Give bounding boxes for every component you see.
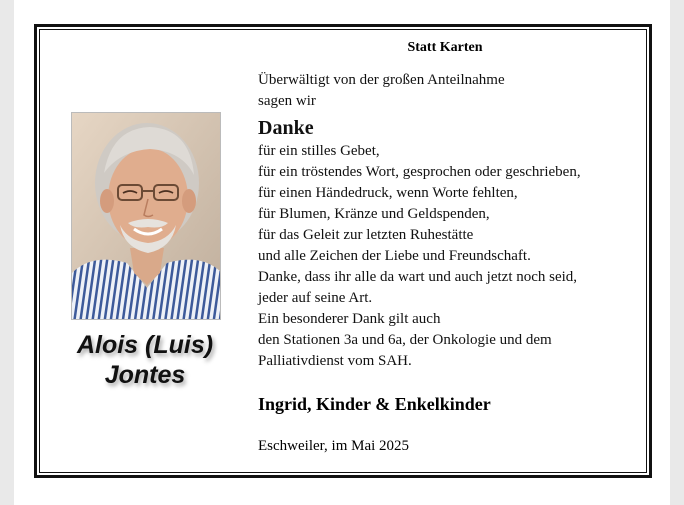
thanks-line: und alle Zeichen der Liebe und Freundschaft. — [258, 248, 531, 264]
place-and-date: Eschweiler, im Mai 2025 — [258, 438, 410, 454]
intro-line-1: Überwältigt von der großen Anteilnahme — [258, 72, 505, 88]
thanks-line: den Stationen 3a und 6a, der Onkologie und dem — [258, 332, 552, 348]
thanks-line: für einen Händedruck, wenn Worte fehlten, — [258, 185, 518, 201]
thanks-line: Danke, dass ihr alle da wart und auch jetzt noch seid, — [258, 269, 578, 285]
header-statt-karten: Statt Karten — [407, 40, 483, 55]
thanks-line: Palliativdienst vom SAH. — [258, 353, 412, 369]
thanks-line: für ein tröstendes Wort, gesprochen oder geschrieben, — [258, 164, 581, 180]
intro-line-2: sagen wir — [258, 93, 316, 109]
thanks-line: jeder auf seine Art. — [258, 290, 373, 306]
signers: Ingrid, Kinder & Enkelkinder — [258, 394, 491, 414]
thanks-line: für Blumen, Kränze und Geldspenden, — [258, 206, 490, 222]
deceased-name — [60, 330, 230, 390]
thanks-line: für ein stilles Gebet, — [258, 143, 380, 159]
deceased-name-line2: Jontes — [104, 361, 186, 389]
danke-heading: Danke — [258, 117, 314, 139]
thanks-line: Ein besonderer Dank gilt auch — [258, 311, 441, 327]
thanks-text — [258, 70, 648, 372]
portrait-illustration — [72, 113, 221, 320]
portrait-photo — [71, 112, 221, 320]
deceased-name-line1: Alois (Luis) — [76, 331, 214, 359]
thanks-line: für das Geleit zur letzten Ruhestätte — [258, 227, 474, 243]
